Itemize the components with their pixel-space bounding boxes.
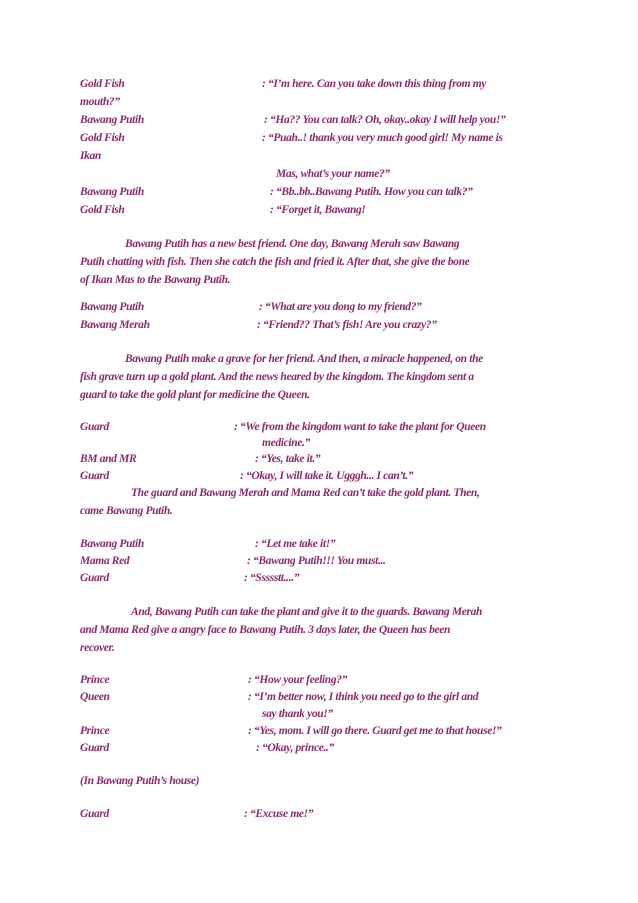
dialogue-line: : “We from the kingdom want to take the plant for Queen	[234, 421, 486, 433]
narration-line: Putih chatting with fish. Then she catch the fish and fried it. After that, she give the bone	[80, 256, 470, 268]
dialogue-line: : “Ha?? You can talk? Oh, okay..okay I will help you!”	[264, 114, 506, 126]
dialogue-line: : “Okay, I will take it. Ugggh... I can’t.”	[240, 470, 414, 482]
dialogue-line: say thank you!”	[262, 708, 333, 720]
speaker-guard: Guard	[80, 572, 109, 584]
narration-line: and Mama Red give a angry face to Bawang Putih. 3 days later, the Queen has been	[80, 624, 451, 636]
speaker-queen: Queen	[80, 691, 110, 703]
dialogue-line: : “Okay, prince..”	[256, 742, 334, 754]
speaker-bawang-merah: Bawang Merah	[80, 319, 150, 331]
narration-line: fish grave turn up a gold plant. And the news heared by the kingdom. The kingdom sent a	[80, 371, 474, 383]
narration-line: came Bawang Putih.	[80, 505, 173, 517]
speaker-guard: Guard	[80, 421, 109, 433]
speaker-bawang-putih: Bawang Putih	[80, 538, 144, 550]
speaker-guard: Guard	[80, 742, 109, 754]
dialogue-line: : “Friend?? That’s fish! Are you crazy?”	[257, 319, 437, 331]
narration-line: Bawang Putih make a grave for her friend. And then, a miracle happened, on the	[125, 353, 483, 365]
dialogue-line: : “I’m here. Can you take down this thing from my	[262, 78, 487, 90]
dialogue-line: : “How your feeling?”	[248, 674, 348, 686]
narration-line: The guard and Bawang Merah and Mama Red can’t take the gold plant. Then,	[131, 487, 480, 499]
scene-direction: (In Bawang Putih’s house)	[80, 775, 200, 787]
dialogue-line: : “Let me take it!”	[255, 538, 336, 550]
speaker-bawang-putih: Bawang Putih	[80, 114, 144, 126]
dialogue-line: Mas, what’s your name?”	[276, 168, 390, 180]
dialogue-line: : “Forget it, Bawang!	[270, 204, 366, 216]
narration-line: recover.	[80, 642, 115, 654]
speaker-bawang-putih: Bawang Putih	[80, 186, 144, 198]
dialogue-line: medicine.”	[262, 437, 310, 449]
dialogue-line: : “Bawang Putih!!! You must...	[247, 555, 386, 567]
dialogue-line: : “I’m better now, I think you need go to the girl and	[248, 691, 479, 703]
speaker-prince: Prince	[80, 725, 110, 737]
speaker-guard: Guard	[80, 808, 109, 820]
speaker-gold-fish: Gold Fish	[80, 132, 125, 144]
dialogue-line: : “What are you dong to my friend?”	[259, 301, 422, 313]
speaker-prince: Prince	[80, 674, 110, 686]
speaker-gold-fish: Gold Fish	[80, 204, 125, 216]
speaker-bm-and-mr: BM and MR	[80, 453, 137, 465]
dialogue-line: : “Ssssstt....”	[244, 572, 300, 584]
speaker-guard: Guard	[80, 470, 109, 482]
dialogue-line: mouth?”	[80, 96, 120, 108]
dialogue-line: : “Yes, take it.”	[255, 453, 321, 465]
narration-line: And, Bawang Putih can take the plant and give it to the guards. Bawang Merah	[131, 606, 483, 618]
dialogue-line: : “Bb..bb..Bawang Putih. How you can talk?”	[270, 186, 473, 198]
narration-line: Bawang Putih has a new best friend. One day, Bawang Merah saw Bawang	[125, 238, 460, 250]
speaker-bawang-putih: Bawang Putih	[80, 301, 144, 313]
speaker-gold-fish: Gold Fish	[80, 78, 125, 90]
narration-line: of Ikan Mas to the Bawang Putih.	[80, 274, 231, 286]
dialogue-line: : “Excuse me!”	[244, 808, 314, 820]
dialogue-line: Ikan	[80, 150, 101, 162]
narration-line: guard to take the gold plant for medicine the Queen.	[80, 389, 310, 401]
speaker-mama-red: Mama Red	[80, 555, 130, 567]
dialogue-line: : “Yes, mom. I will go there. Guard get me to that house!”	[248, 725, 502, 737]
dialogue-line: : “Puah..! thank you very much good girl! My name is	[262, 132, 503, 144]
